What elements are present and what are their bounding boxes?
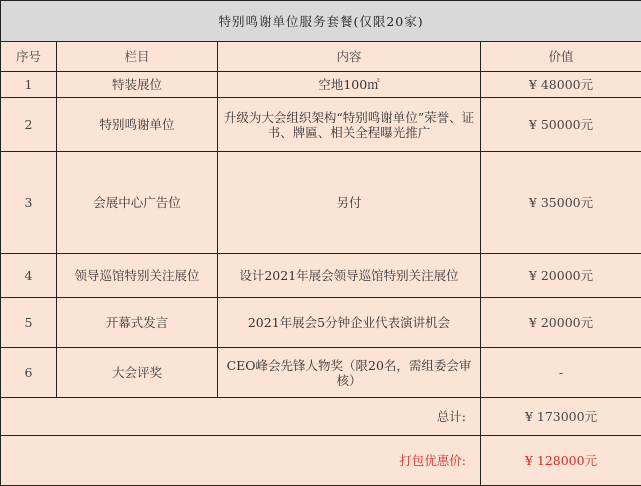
row-index: 2 — [1, 98, 57, 152]
row-price: ¥ 50000元 — [481, 98, 641, 152]
table-row — [1, 348, 641, 398]
title-row — [1, 1, 641, 42]
row-content: 另付 — [218, 152, 481, 254]
row-price: ¥ 20000元 — [481, 298, 641, 348]
row-content: CEO峰会先锋人物奖（限20名，需组委会审核） — [218, 348, 481, 398]
row-column: 会展中心广告位 — [57, 152, 218, 254]
package-label: 打包优惠价: — [1, 436, 481, 486]
row-price: ¥ 35000元 — [481, 152, 641, 254]
table-row — [1, 98, 641, 152]
row-price: - — [481, 348, 641, 398]
row-index: 6 — [1, 348, 57, 398]
row-price: ¥ 20000元 — [481, 254, 641, 298]
table-row — [1, 152, 641, 254]
row-content: 2021年展会5分钟企业代表演讲机会 — [218, 298, 481, 348]
row-column: 开幕式发言 — [57, 298, 218, 348]
package-row — [1, 436, 641, 486]
header-row — [1, 42, 641, 72]
total-row — [1, 398, 641, 436]
row-column: 大会评奖 — [57, 348, 218, 398]
table-title: 特别鸣谢单位服务套餐(仅限20家) — [1, 1, 641, 42]
header-content: 内容 — [218, 42, 481, 72]
total-label: 总计: — [1, 398, 481, 436]
row-index: 3 — [1, 152, 57, 254]
total-value: ¥ 173000元 — [481, 398, 641, 436]
row-column: 特装展位 — [57, 72, 218, 98]
row-content: 空地100㎡ — [218, 72, 481, 98]
row-index: 4 — [1, 254, 57, 298]
table-row — [1, 298, 641, 348]
package-value: ¥ 128000元 — [481, 436, 641, 486]
row-column: 特别鸣谢单位 — [57, 98, 218, 152]
header-price: 价值 — [481, 42, 641, 72]
header-index: 序号 — [1, 42, 57, 72]
header-column: 栏目 — [57, 42, 218, 72]
row-content: 升级为大会组织架构“特别鸣谢单位”荣誉、证书、牌匾、相关全程曝光推广 — [218, 98, 481, 152]
table-row — [1, 72, 641, 98]
row-content: 设计2021年展会领导巡馆特别关注展位 — [218, 254, 481, 298]
row-index: 1 — [1, 72, 57, 98]
row-column: 领导巡馆特别关注展位 — [57, 254, 218, 298]
row-index: 5 — [1, 298, 57, 348]
row-price: ¥ 48000元 — [481, 72, 641, 98]
table-row — [1, 254, 641, 298]
